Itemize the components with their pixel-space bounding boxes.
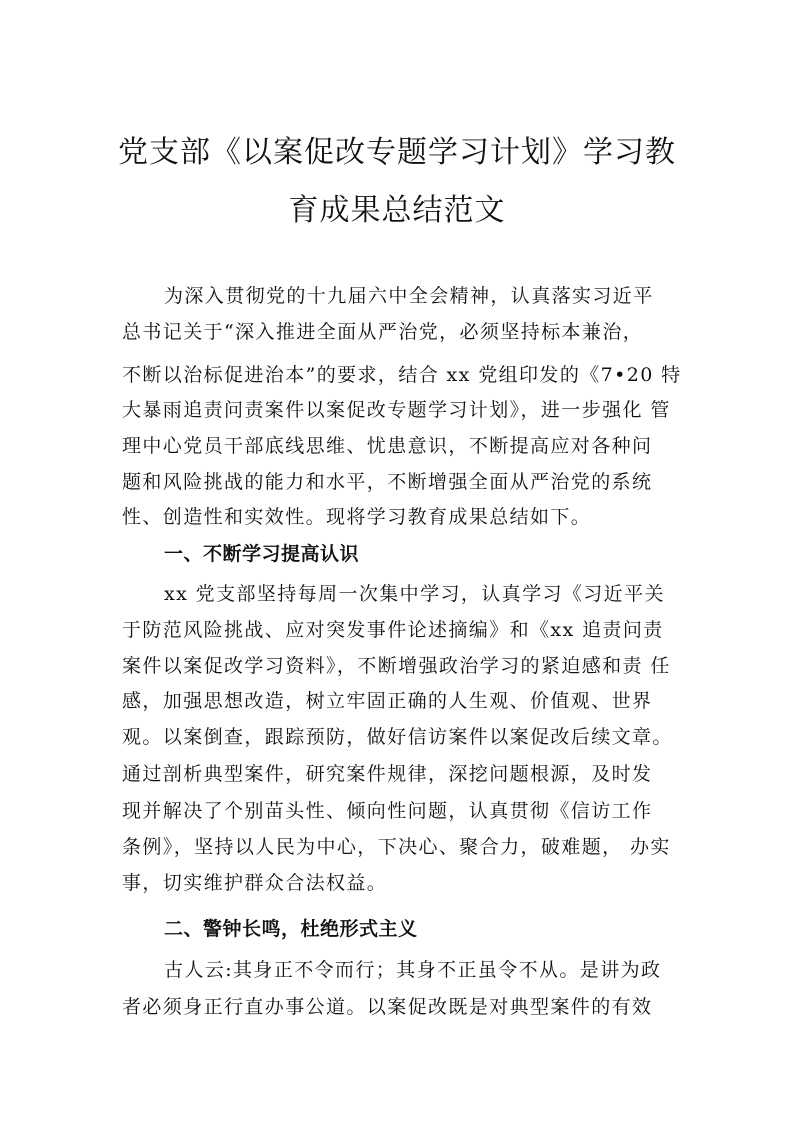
section-1-line-4: 感，加强思想改造，树立牢固正确的人生观、价值观、世界 [122,690,653,712]
section-1-line-2: 于防范风险挑战、应对突发事件论述摘编》和《xx 追责问责 [122,619,664,641]
document-title-line-2: 育成果总结范文 [288,193,506,228]
intro-line-4: 大暴雨追责问责案件以案促改专题学习计划》，进一步强化 管 [122,399,671,421]
section-1-line-3: 案件以案促改学习资料》，不断增强政治学习的紧迫感和责 任 [122,655,671,677]
intro-line-1: 为深入贯彻党的十九届六中全会精神，认真落实习近平 [164,285,654,307]
section-1-line-9: 事，切实维护群众合法权益。 [122,872,388,894]
document-title-line-1: 党支部《以案促改专题学习计划》学习教 [118,135,676,170]
section-1-line-1: xx 党支部坚持每周一次集中学习，认真学习《习近平关 [164,583,665,605]
intro-line-2: 总书记关于“深入推进全面从严治党，必须坚持标本兼治， [122,321,644,343]
section-2-heading: 二、警钟长鸣，杜绝形式主义 [164,918,418,940]
section-1-heading: 一、不断学习提高认识 [164,543,360,565]
section-2-line-2: 者必须身正行直办事公道。以案促改既是对典型案件的有效 [122,996,653,1018]
section-1-line-8: 条例》，坚持以人民为中心，下决心、聚合力，破难题， 办实 [122,836,671,858]
intro-line-6: 题和风险挑战的能力和水平，不断增强全面从严治党的系统 [122,471,653,493]
section-1-line-7: 现并解决了个别苗头性、倾向性问题，认真贯彻《信访工作 [122,800,653,822]
intro-line-3: 不断以治标促进治本”的要求，结合 xx 党组印发的《7•20 特 [122,364,682,386]
intro-line-5: 理中心党员干部底线思维、忧患意识，不断提高应对各种问 [122,435,653,457]
section-1-line-6: 通过剖析典型案件，研究案件规律，深挖问题根源，及时发 [122,763,653,785]
intro-line-7: 性、创造性和实效性。现将学习教育成果总结如下。 [122,506,592,528]
section-1-line-5: 观。以案倒查，跟踪预防，做好信访案件以案促改后续文章。 [122,726,673,748]
section-2-line-1: 古人云:其身正不令而行；其身不正虽令不从。是讲为政 [164,959,662,981]
